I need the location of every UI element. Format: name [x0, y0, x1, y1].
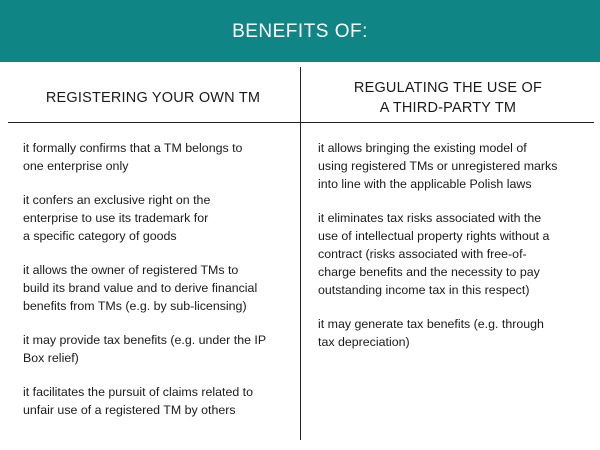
benefit-text-line: it formally confirms that a TM belongs to	[23, 141, 243, 155]
benefit-text-line: it confers an exclusive right on the	[23, 193, 211, 207]
benefit-text-line: it may generate tax benefits (e.g. through	[318, 317, 544, 331]
benefit-item	[23, 383, 293, 419]
benefit-text-line: one enterprise only	[23, 159, 129, 173]
benefit-item	[23, 331, 293, 367]
benefit-item	[318, 315, 593, 351]
benefit-text-line: it facilitates the pursuit of claims related to	[23, 385, 254, 399]
benefit-text-line: enterprise to use its trademark for	[23, 211, 209, 225]
benefit-text-line: contract (risks associated with free-of-	[318, 247, 527, 261]
benefit-item	[23, 139, 293, 175]
benefit-item	[23, 261, 293, 315]
benefit-text-line: unfair use of a registered TM by others	[23, 403, 236, 417]
benefit-text-line: a specific category of goods	[23, 229, 177, 243]
benefit-text-line: using registered TMs or unregistered marks	[318, 159, 558, 173]
benefit-list-registering	[23, 139, 293, 435]
benefit-text-line: outstanding income tax in this respect)	[318, 283, 530, 297]
benefit-text-line: into line with the applicable Polish laws	[318, 177, 532, 191]
benefit-list-regulating	[318, 139, 593, 367]
benefit-text-line: it allows bringing the existing model of	[318, 141, 527, 155]
benefit-text-line: it may provide tax benefits (e.g. under the IP	[23, 333, 267, 347]
benefit-text-line: charge benefits and the necessity to pay	[318, 265, 540, 279]
column-header-line: REGULATING THE USE OF	[353, 80, 543, 96]
benefit-text-line: benefits from TMs (e.g. by sub-licensing)	[23, 299, 247, 313]
column-header-right	[302, 66, 594, 126]
benefit-item	[318, 139, 593, 193]
benefit-item	[23, 191, 293, 245]
benefit-text-line: build its brand value and to derive financial	[23, 281, 258, 295]
benefit-item	[318, 209, 593, 299]
benefit-text-line: Box relief)	[23, 351, 79, 365]
benefit-text-line: it eliminates tax risks associated with the	[318, 211, 542, 225]
benefit-text-line: tax depreciation)	[318, 335, 410, 349]
title-banner	[0, 0, 600, 62]
column-header-line: REGISTERING YOUR OWN TM	[45, 90, 261, 106]
column-header-line: A THIRD-PARTY TM	[379, 100, 517, 116]
benefit-text-line: it allows the owner of registered TMs to	[23, 263, 239, 277]
column-header-left	[8, 66, 298, 126]
banner-title: BENEFITS OF:	[232, 20, 368, 42]
benefit-text-line: use of intellectual property rights without a	[318, 229, 550, 243]
